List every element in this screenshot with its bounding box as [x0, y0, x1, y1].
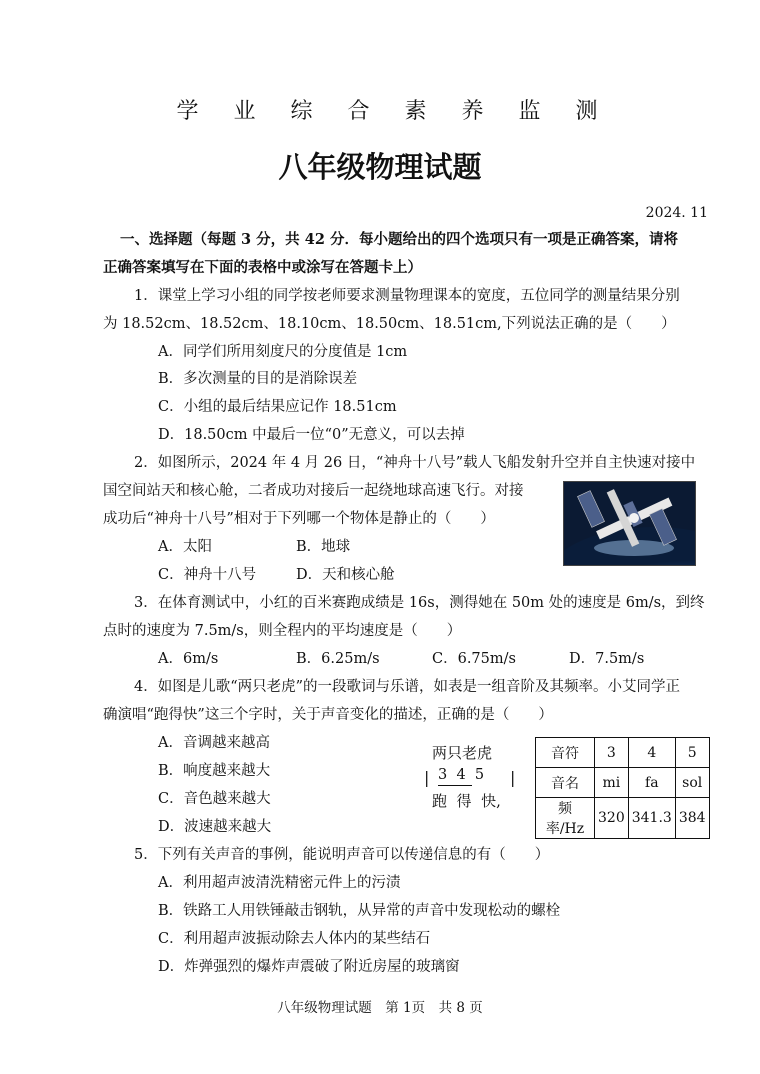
- q2-stem-line3: 成功后“神舟十八号”相对于下列哪一个物体是静止的（ ）: [103, 511, 495, 527]
- exam-series-title: 学 业 综 合 素 养 监 测: [176, 99, 612, 124]
- q2-option-a: A．太阳: [158, 539, 212, 555]
- table-cell: 音符: [536, 738, 595, 768]
- bar-line-right: |: [510, 768, 516, 787]
- frequency-table: [535, 737, 710, 839]
- music-notes: 3 4 5: [438, 767, 485, 783]
- q2-option-b: B．地球: [296, 539, 351, 555]
- table-cell: 341.3: [628, 798, 675, 839]
- q4-option-d: D．波速越来越大: [158, 819, 272, 835]
- q5-option-c: C．利用超声波振动除去人体内的某些结石: [158, 931, 431, 947]
- q1-option-a: A．同学们所用刻度尺的分度值是 1cm: [158, 344, 408, 360]
- page-footer: 八年级物理试题 第 1页 共 8 页: [277, 1000, 483, 1016]
- table-cell: 频率/Hz: [536, 798, 595, 839]
- table-cell: 3: [595, 738, 629, 768]
- q4-option-a: A．音调越来越高: [158, 735, 270, 751]
- table-cell: fa: [628, 768, 675, 798]
- q5-option-d: D．炸弹强烈的爆炸声震破了附近房屋的玻璃窗: [158, 959, 460, 975]
- q3-option-d: D．7.5m/s: [569, 651, 645, 667]
- section-heading-line2: 正确答案填写在下面的表格中或涂写在答题卡上）: [103, 259, 422, 276]
- table-cell: 5: [675, 738, 709, 768]
- table-cell: 音名: [536, 768, 595, 798]
- q4-stem-line2: 确演唱“跑得快”这三个字时，关于声音变化的描述，正确的是（ ）: [103, 707, 553, 723]
- q3-option-a: A．6m/s: [158, 651, 219, 667]
- q5-stem-line1: 5．下列有关声音的事例，能说明声音可以传递信息的有（ ）: [134, 847, 550, 863]
- q2-stem-line1: 2．如图所示，2024 年 4 月 26 日，“神舟十八号”载人飞船发射升空并自主快速对接中: [134, 455, 696, 471]
- q4-option-b: B．响度越来越大: [158, 763, 271, 779]
- table-cell: 4: [628, 738, 675, 768]
- song-title: 两只老虎: [432, 744, 493, 762]
- q1-stem-line2: 为 18.52cm、18.52cm、18.10cm、18.50cm、18.51cm,下列说法正确的是（ ）: [103, 316, 676, 332]
- q4-stem-line1: 4．如图是儿歌“两只老虎”的一段歌词与乐谱，如表是一组音阶及其频率。小艾同学正: [134, 679, 681, 695]
- q4-option-c: C．音色越来越大: [158, 791, 271, 807]
- space-station-image: [563, 481, 696, 566]
- q3-option-b: B．6.25m/s: [296, 651, 380, 667]
- q2-option-d: D．天和核心舱: [296, 567, 395, 583]
- q1-option-b: B．多次测量的目的是消除误差: [158, 371, 358, 387]
- q2-stem-line2: 国空间站天和核心舱，二者成功对接后一起绕地球高速飞行。对接: [103, 483, 524, 499]
- song-score: [420, 740, 530, 830]
- q3-stem-line2: 点时的速度为 7.5m/s，则全程内的平均速度是（ ）: [103, 623, 462, 639]
- q1-option-c: C．小组的最后结果应记作 18.51cm: [158, 399, 397, 415]
- q1-option-d: D．18.50cm 中最后一位“0”无意义，可以去掉: [158, 427, 465, 443]
- table-cell: mi: [595, 768, 629, 798]
- table-cell: 384: [675, 798, 709, 839]
- song-lyrics: 跑 得 快,: [432, 792, 501, 810]
- section-heading-line1: 一、选择题（每题 3 分，共 42 分．每小题给出的四个选项只有一项是正确答案，请将: [120, 231, 678, 248]
- q3-option-c: C．6.75m/s: [432, 651, 516, 667]
- exam-date: 2024. 11: [645, 205, 708, 221]
- q3-stem-line1: 3．在体育测试中，小红的百米赛跑成绩是 16s，测得她在 50m 处的速度是 6m/s，到终: [134, 595, 705, 611]
- beam-line: [438, 785, 472, 786]
- table-row: [536, 738, 710, 768]
- table-cell: 320: [595, 798, 629, 839]
- table-cell: sol: [675, 768, 709, 798]
- q1-stem-line1: 1．课堂上学习小组的同学按老师要求测量物理课本的宽度，五位同学的测量结果分别: [134, 288, 680, 304]
- q5-option-b: B．铁路工人用铁锤敲击钢轨，从异常的声音中发现松动的螺栓: [158, 903, 561, 919]
- bar-line-left: |: [424, 768, 430, 787]
- table-row: [536, 768, 710, 798]
- q2-option-c: C．神舟十八号: [158, 567, 257, 583]
- table-row: [536, 798, 710, 839]
- q5-option-a: A．利用超声波清洗精密元件上的污渍: [158, 875, 401, 891]
- exam-title: 八年级物理试题: [278, 150, 482, 184]
